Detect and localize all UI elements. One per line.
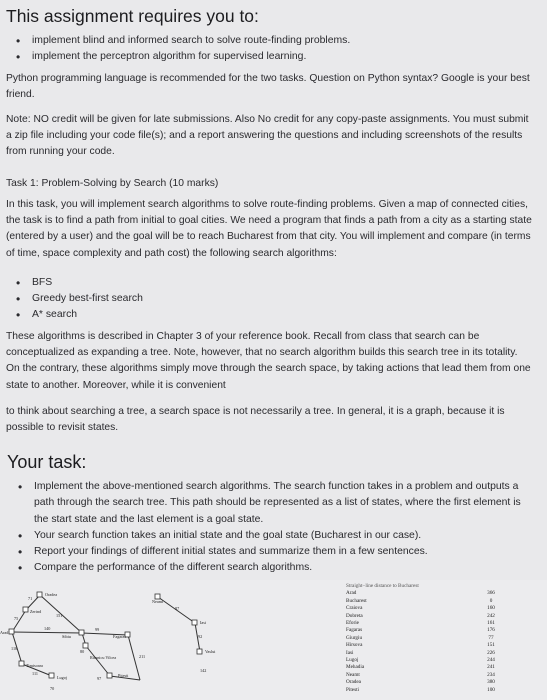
table-value: 151 (487, 642, 495, 649)
heading-your-task: Your task: (7, 452, 87, 472)
city-label: Neamt (152, 599, 164, 604)
table-value: 241 (487, 664, 495, 671)
table-value: 161 (487, 620, 495, 627)
table-value: 160 (487, 605, 495, 612)
table-city: Arad (346, 590, 357, 597)
table-city: Mehadia (346, 664, 365, 671)
intro-bullet: • implement blind and informed search to solve route-finding problems. (6, 33, 526, 49)
algorithm-item: • A* search (6, 307, 206, 323)
distance-label: 71 (28, 596, 33, 601)
city-label: Rimnicu Vilcea (90, 655, 117, 660)
task1-title: Task 1: Problem-Solving by Search (10 marks) (6, 178, 219, 189)
distance-label: 118 (11, 646, 18, 651)
city-label: Iasi (200, 620, 207, 625)
table-city: Oradea (346, 679, 361, 686)
table-value: 226 (487, 649, 495, 656)
table-city: Bucharest (346, 597, 367, 604)
algorithm-list (6, 275, 206, 323)
city-label: Oradea (45, 592, 58, 597)
distance-label: 211 (139, 654, 146, 659)
distance-label: 111 (32, 671, 38, 676)
city-label: Pitesti (118, 673, 129, 678)
city-label: Fagaras (113, 634, 127, 639)
table-value: 380 (487, 679, 495, 686)
table-city: Hirsova (346, 642, 363, 649)
table-city: Dobreta (346, 612, 363, 619)
table-city: Pitesti (346, 686, 359, 693)
table-city: Lugoj (346, 657, 359, 664)
city-label: Zerind (30, 609, 42, 614)
city-label: Sibiu (62, 634, 71, 639)
task-bullet: • Your search function takes an initial state and the goal state (Bucharest in our case). (8, 528, 538, 544)
table-value: 234 (487, 671, 495, 678)
distance-label: 142 (200, 668, 207, 673)
romania-map (0, 580, 340, 700)
table-value: 100 (487, 686, 495, 693)
task-bullet: • Report your findings of different initial states and summarize them in a few sentences. (8, 544, 538, 560)
graph-paragraph: to think about searching a tree, a search space is not necessarily a tree. In general, it is a graph, because it is possible to revisit states. (6, 406, 505, 434)
table-value: 0 (489, 597, 493, 604)
distance-label: 87 (175, 606, 180, 611)
city-label: Timisoara (26, 663, 43, 668)
intro-bullet: • implement the perceptron algorithm for supervised learning. (6, 49, 526, 65)
table-city: Fagaras (346, 627, 363, 634)
table-city: Giurgiu (346, 634, 363, 641)
task-bullet: • Compare the performance of the different search algorithms. (8, 560, 538, 576)
distance-label: 75 (14, 616, 19, 621)
python-paragraph: Python programming language is recommended for the two tasks. Question on Python syntax? Google is your best friend. (6, 73, 530, 101)
straight-line-distance-table (342, 583, 542, 700)
table-value: 244 (487, 657, 495, 664)
distance-label: 151 (56, 613, 63, 618)
algorithm-item: • Greedy best-first search (6, 291, 206, 307)
distance-label: 140 (44, 626, 51, 631)
city-label: Arad (0, 630, 9, 635)
task-bullet: • Implement the above-mentioned search algorithms. The search function takes in a problem and outputs a path through the search tree. This path should be represented as a list of states, where the first element is the start state and the last element is a goal state. (8, 479, 538, 528)
distance-label: 70 (50, 686, 55, 691)
task-bullet-list (8, 479, 538, 577)
table-city: Craiova (346, 605, 363, 612)
city-label: Vaslui (205, 649, 216, 654)
table-header: Straight−line distance to Bucharest (346, 583, 419, 589)
table-city: Neamt (346, 671, 360, 678)
table-value: 176 (487, 627, 495, 634)
table-value: 77 (488, 634, 494, 641)
intro-bullet-list (6, 33, 526, 65)
table-city: Eforie (346, 620, 359, 627)
table-city: Iasi (346, 649, 354, 656)
distance-label: 99 (95, 627, 100, 632)
task-description: In this task, you will implement search algorithms to solve route-finding problems. Given a map of connected cities, the task is to find a path from initial to goal cities. We need a program that finds a path from a city as a starting state (entered by a user) and the goal will be to reach Bucharest from that city. You will implement and compare (in terms of time, space complexity and path cost) the following search algorithms: (6, 199, 532, 259)
heading-requirements: This assignment requires you to: (6, 6, 259, 26)
algorithm-item: • BFS (6, 275, 206, 291)
table-value: 242 (487, 612, 495, 619)
distance-label: 92 (198, 634, 203, 639)
city-label: Lugoj (57, 675, 68, 680)
table-value: 366 (487, 590, 495, 597)
note-paragraph: Note: NO credit will be given for late submissions. Also No credit for any copy-paste assignments. You must submit a zip file including your code file(s); and a report answering the questions and including screenshots of the results from running your code. (6, 114, 529, 158)
distance-label: 80 (80, 649, 85, 654)
distance-label: 97 (97, 676, 102, 681)
chapter-paragraph: These algorithms is described in Chapter 3 of your reference book. Recall from class that search can be conceptualized as expanding a tree. Note, however, that no search algorithm builds this search tree in its totality. On the contrary, these algorithms simply move through the search space, by taking actions that lead them from one state to another. Moreover, while it is convenient (6, 331, 531, 391)
